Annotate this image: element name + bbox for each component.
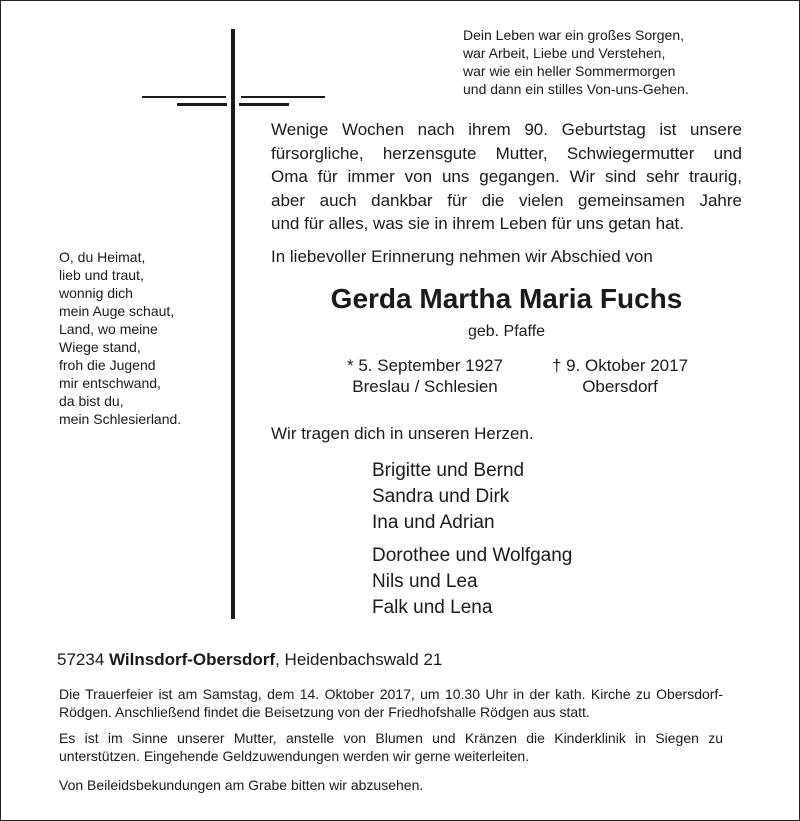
family-member: Dorothee und Wolfgang	[372, 545, 573, 566]
intro-line: Oma für immer von uns gegangen. Wir sind sehr traurig,	[271, 167, 742, 186]
poem-top-line: war wie ein heller Sommermorgen	[463, 63, 676, 79]
poem-top-line: war Arbeit, Liebe und Verstehen,	[463, 45, 666, 61]
family-member: Falk und Lena	[372, 597, 493, 618]
poem-left-line: lieb und traut,	[59, 267, 144, 283]
poem-left	[59, 248, 181, 428]
hearts-line: Wir tragen dich in unseren Herzen.	[271, 424, 534, 443]
birth-info	[310, 355, 540, 397]
family-group-2	[372, 543, 572, 621]
family-member: Sandra und Dirk	[372, 486, 510, 507]
poem-left-line: wonnig dich	[59, 285, 133, 301]
donations-paragraph: Es ist im Sinne unserer Mutter, anstelle von Blumen und Kränzen die Kinderklinik in Siegen zu unterstützen. Eingehende Geldzuwendungen werden wir gerne weiterleiten.	[59, 730, 723, 764]
deceased-name: Gerda Martha Maria Fuchs	[330, 283, 683, 314]
address-street: , Heidenbachswald 21	[275, 650, 443, 669]
address-town: Wilnsdorf-Obersdorf	[109, 650, 276, 669]
address	[57, 650, 442, 670]
family-group-1	[372, 458, 524, 536]
intro-line: und für alles, was sie in ihrem Leben für uns getan hat.	[271, 214, 684, 233]
poem-left-line: Wiege stand,	[59, 339, 141, 355]
family-member: Nils und Lea	[372, 571, 478, 592]
intro-text	[271, 118, 742, 236]
poem-left-line: mein Schlesierland.	[59, 411, 182, 427]
farewell-line: In liebevoller Erinnerung nehmen wir Abschied von	[271, 247, 653, 266]
address-postcode: 57234	[57, 650, 105, 669]
poem-left-line: froh die Jugend	[59, 357, 156, 373]
intro-line: fürsorgliche, herzensgute Mutter, Schwiegermutter und	[271, 143, 742, 163]
cross-bar-right-lower	[239, 103, 289, 106]
intro-line: aber auch dankbar für die vielen gemeinsamen Jahre	[271, 190, 742, 210]
poem-left-line: mein Auge schaut,	[59, 303, 175, 319]
family-member: Brigitte und Bernd	[372, 460, 525, 481]
death-date: † 9. Oktober 2017	[551, 356, 689, 375]
intro-line: Wenige Wochen nach ihrem 90. Geburtstag ist unsere	[271, 120, 742, 139]
birth-place: Breslau / Schlesien	[352, 377, 498, 396]
poem-left-line: mir entschwand,	[59, 375, 161, 391]
poem-top-line: Dein Leben war ein großes Sorgen,	[463, 27, 685, 43]
condolences-paragraph: Von Beileidsbekundungen am Grabe bitten wir abzusehen.	[59, 777, 424, 793]
death-place: Obersdorf	[582, 377, 658, 396]
poem-left-line: Land, wo meine	[59, 321, 158, 337]
poem-top	[463, 26, 689, 98]
maiden-name: geb. Pfaffe	[467, 323, 546, 340]
funeral-paragraph: Die Trauerfeier ist am Samstag, dem 14. Oktober 2017, um 10.30 Uhr in der kath. Kirche zu Obersdorf-Rödgen. Anschließend findet die Beisetzung von der Friedhofshalle Rödgen aus statt.	[59, 686, 723, 720]
death-info	[535, 355, 705, 397]
poem-left-line: da bist du,	[59, 393, 124, 409]
poem-top-line: und dann ein stilles Von-uns-Gehen.	[463, 81, 689, 97]
family-member: Ina und Adrian	[372, 512, 495, 533]
birth-date: * 5. September 1927	[347, 356, 503, 375]
poem-left-line: O, du Heimat,	[59, 249, 146, 265]
cross-vertical-bar	[231, 29, 235, 619]
cross-bar-right-upper	[241, 96, 325, 98]
cross-bar-left-lower	[177, 103, 227, 106]
cross-bar-left-upper	[142, 96, 226, 98]
